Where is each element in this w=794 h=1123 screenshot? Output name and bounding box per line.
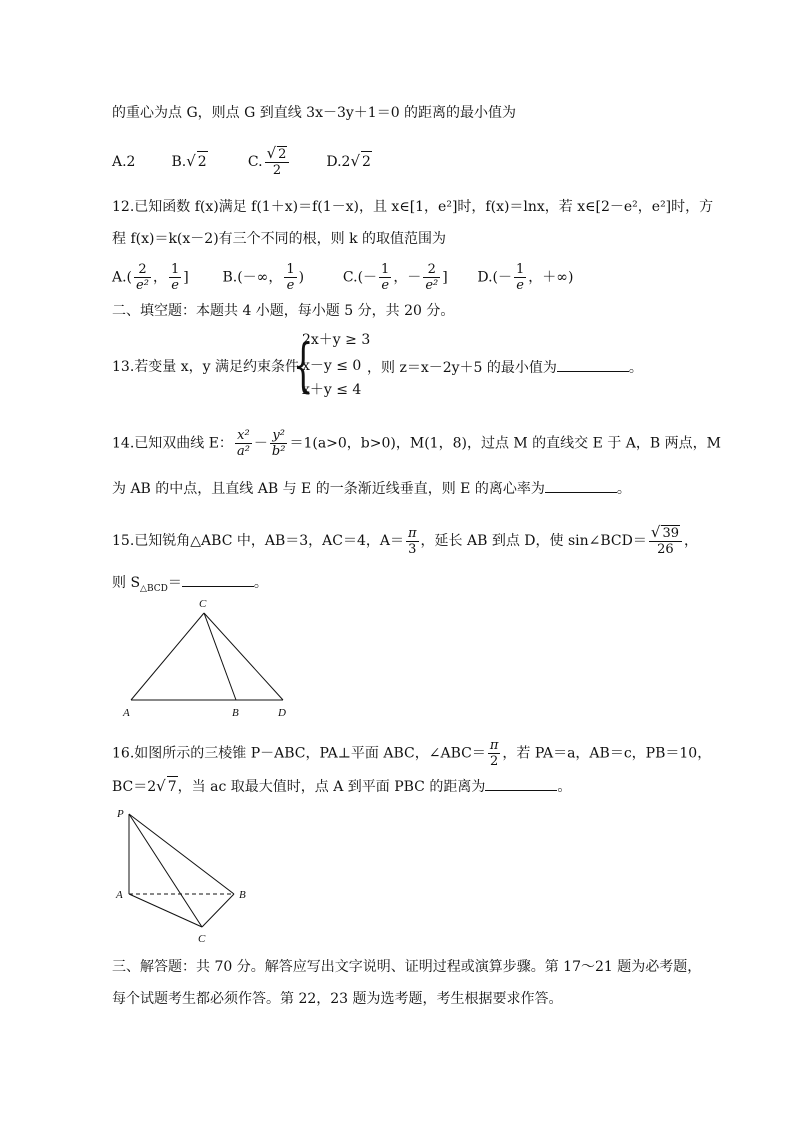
label-a: A: [116, 889, 123, 901]
section2-heading: 二、填空题：本题共 4 小题，每小题 5 分，共 20 分。: [112, 303, 455, 319]
q11-option-c: C. $\frac{√ 2}{2}$: [248, 146, 322, 178]
label-d: D: [278, 707, 286, 719]
q12-option-c: C.(－ $\frac{1}{e}$ ，－ $\frac{2}{\text{e²}}$ ]: [342, 262, 448, 293]
q15-line2: 则 $S_{\triangle BCD}=$ 。: [112, 572, 268, 599]
q11-text: 的重心为点 G，则点 G 到直线 3x－3y＋1＝0 的距离的最小值为: [112, 105, 517, 121]
q11-option-d: D.2√ 2: [326, 152, 371, 170]
label-p: P: [117, 808, 124, 820]
q12-line1: 12.已知函数 f(x)满足 f(1＋x)＝f(1－x)，且 x∈[1，e²]时，f(x)＝lnx，若 x∈[2－e²，e²]时，方: [112, 199, 714, 215]
label-b: B: [239, 889, 246, 901]
q13-constraint-1: 2x＋y ≥ 3: [302, 332, 371, 348]
q11-options: [112, 146, 372, 178]
q13-answer-blank[interactable]: [557, 357, 629, 372]
pyramid-figure: [110, 806, 260, 946]
triangle-figure: [118, 594, 298, 722]
q16-line2: BC＝2√ 7，当 ac 取最大值时，点 A 到平面 PBC 的距离为 。: [112, 777, 572, 795]
section3-line1: 三、解答题：共 70 分。解答应写出文字说明、证明过程或演算步骤。第 17～21 题为必考题，: [112, 959, 702, 975]
label-c: C: [199, 598, 207, 610]
q12-option-b: B.(－∞， $\frac{1}{e}$ ): [222, 262, 305, 293]
q12-option-a: A.( $\frac{2}{\text{e²}}$ ， $\frac{1}{e}$ ]: [112, 262, 189, 293]
q14-line1: 14.已知双曲线 E： $\frac{\text{x²}}{\text{a²}}$ － $\frac{\text{y²}}{\text{b²}}$ ＝1(a>0，b>0)，M(1，8)，过点 M 的直线交 E 于 A，B 两点，M: [112, 428, 721, 459]
q14-answer-blank[interactable]: [545, 478, 617, 493]
q15-line1: 15.已知锐角△ABC 中，AB＝3，AC＝4，A＝ $\frac{\pi}{3}$ ，延长 AB 到点 D，使 sin∠BCD＝ $\frac{√ 39}{26}$ ，: [112, 523, 698, 557]
label-c: C: [198, 933, 206, 945]
q11-option-b: B.√ 2: [171, 152, 207, 170]
q13-prefix: 13.若变量 x，y 满足约束条件: [112, 359, 299, 375]
label-b: B: [232, 707, 239, 719]
q13-constraint-3: x＋y ≤ 4: [302, 382, 362, 398]
q12-options: [112, 262, 573, 293]
q16-line1: 16.如图所示的三棱锥 P－ABC，PA⊥平面 ABC，∠ABC＝ $\frac{\pi}{2}$ ，若 PA＝a，AB＝c，PB＝10，: [112, 738, 712, 769]
q14-line2: 为 AB 的中点，且直线 AB 与 E 的一条渐近线垂直，则 E 的离心率为 。: [112, 478, 631, 499]
q15-answer-blank[interactable]: [182, 572, 254, 587]
q16-answer-blank[interactable]: [485, 776, 557, 791]
q13-brace: {: [293, 331, 314, 399]
q13-constraint-2: x－y ≤ 0: [302, 358, 362, 374]
q11-option-a: A.2: [112, 154, 136, 170]
q13-suffix: ，则 z＝x－2y＋5 的最小值为 。: [367, 357, 643, 378]
section3-line2: 每个试题考生都必须作答。第 22，23 题为选考题，考生根据要求作答。: [112, 991, 563, 1007]
q12-option-d: D.(－ $\frac{1}{e}$ ，＋∞): [477, 262, 574, 293]
label-a: A: [123, 707, 130, 719]
q12-line2: 程 f(x)＝k(x－2)有三个不同的根，则 k 的取值范围为: [112, 231, 447, 247]
